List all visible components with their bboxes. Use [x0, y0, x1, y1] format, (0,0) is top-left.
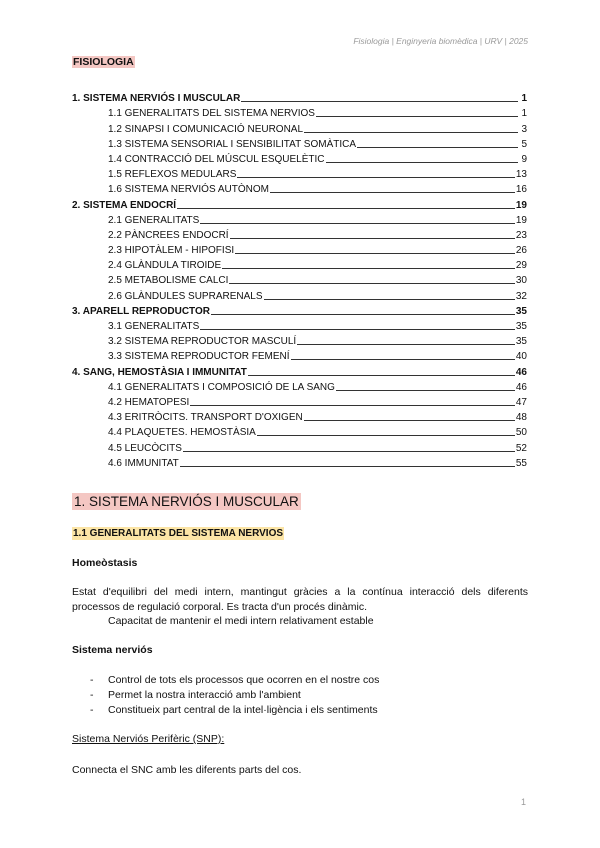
toc-leader-line [200, 222, 515, 224]
toc-entry-label: 4.6 IMMUNITAT [108, 457, 179, 469]
homeostasis-paragraph: Estat d'equilibri del medi intern, mantingut gràcies a la contínua interacció dels diferents processos de regulació corporal. Es tracta d'un procés dinàmic. [72, 586, 528, 613]
toc-entry[interactable] [72, 226, 527, 241]
toc-leader-line [241, 100, 518, 102]
toc-entry[interactable] [72, 211, 527, 226]
toc-entry[interactable] [72, 241, 527, 256]
toc-leader-line [326, 161, 518, 163]
toc-leader-line [336, 389, 515, 391]
toc-entry-page: 30 [515, 275, 527, 287]
toc-leader-line [304, 131, 518, 133]
toc-entry[interactable] [72, 393, 527, 408]
table-of-contents [72, 89, 527, 469]
toc-leader-line [237, 176, 515, 178]
toc-entry-label: 1.2 SINAPSI I COMUNICACIÓ NEURONAL [108, 123, 304, 135]
toc-entry-page: 3 [521, 123, 527, 135]
toc-entry-label: 1.6 SISTEMA NERVIÓS AUTÒNOM [108, 184, 269, 196]
toc-leader-line [248, 374, 515, 376]
toc-entry-label: 4.5 LEUCÒCITS [108, 442, 182, 454]
toc-entry-page: 52 [515, 442, 527, 454]
toc-entry[interactable] [72, 332, 527, 347]
toc-leader-line [183, 450, 515, 452]
toc-entry[interactable] [72, 362, 527, 377]
toc-entry[interactable] [72, 195, 527, 210]
toc-entry-page: 29 [515, 260, 527, 272]
toc-entry[interactable] [72, 180, 527, 195]
toc-entry-label: 1.4 CONTRACCIÓ DEL MÚSCUL ESQUELÈTIC [108, 153, 325, 165]
toc-leader-line [177, 207, 515, 209]
toc-entry-label: 1.1 GENERALITATS DEL SISTEMA NERVIOS [108, 108, 315, 120]
toc-entry-label: 2.4 GLÀNDULA TIROIDE [108, 260, 222, 272]
snp-paragraph: Connecta el SNC amb les diferents parts del cos. [72, 764, 302, 776]
toc-entry-label: 4.1 GENERALITATS I COMPOSICIÓ DE LA SANG [108, 381, 335, 393]
toc-entry-page: 16 [515, 184, 527, 196]
toc-entry-page: 46 [515, 366, 527, 378]
toc-entry-label: 3. APARELL REPRODUCTOR [72, 305, 210, 317]
toc-entry[interactable] [72, 408, 527, 423]
toc-entry-page: 55 [515, 457, 527, 469]
toc-entry-page: 47 [515, 396, 527, 408]
toc-entry-label: 2.2 PÀNCREES ENDOCRÍ [108, 229, 229, 241]
toc-leader-line [229, 282, 514, 284]
list-item: - Constitueix part central de la intel·ligència i els sentiments [90, 704, 378, 716]
toc-leader-line [291, 358, 515, 360]
toc-entry[interactable] [72, 256, 527, 271]
section-heading: 1. SISTEMA NERVIÓS I MUSCULAR [74, 494, 299, 509]
toc-entry-label: 1.3 SISTEMA SENSORIAL I SENSIBILITAT SOMÀTICA [108, 138, 357, 150]
toc-entry-label: 4.3 ERITRÒCITS. TRANSPORT D'OXIGEN [108, 412, 303, 424]
toc-entry-label: 3.1 GENERALITATS [108, 321, 200, 332]
toc-entry[interactable] [72, 119, 527, 134]
toc-leader-line [180, 465, 515, 467]
toc-entry-page: 23 [515, 229, 527, 241]
nervous-system-heading: Sistema nerviós [72, 644, 153, 656]
toc-entry-label: 2.5 METABOLISME CALCI [108, 275, 229, 287]
toc-entry[interactable] [72, 378, 527, 393]
toc-entry-page: 13 [515, 169, 527, 181]
toc-leader-line [200, 328, 515, 330]
toc-leader-line [211, 313, 515, 315]
toc-entry[interactable] [72, 89, 527, 104]
toc-leader-line [304, 419, 515, 421]
toc-leader-line [230, 237, 515, 239]
toc-entry[interactable] [72, 135, 527, 150]
subsection-heading: 1.1 GENERALITATS DEL SISTEMA NERVIOS [73, 528, 284, 539]
toc-entry-page: 19 [515, 199, 527, 211]
toc-entry-page: 19 [515, 214, 527, 226]
toc-entry[interactable] [72, 438, 527, 453]
toc-leader-line [222, 267, 515, 269]
toc-entry[interactable] [72, 104, 527, 119]
toc-entry-page: 9 [521, 153, 527, 165]
homeostasis-heading: Homeòstasis [72, 557, 138, 569]
toc-entry-label: 2. SISTEMA ENDOCRÍ [72, 199, 177, 211]
snp-heading: Sistema Nerviós Perifèric (SNP): [72, 733, 225, 745]
toc-leader-line [235, 252, 515, 254]
document-title: FISIOLOGIA [73, 56, 134, 68]
toc-leader-line [270, 191, 515, 193]
toc-entry[interactable] [72, 286, 527, 301]
toc-entry-label: 2.6 GLÀNDULES SUPRARENALS [108, 290, 263, 302]
toc-leader-line [297, 343, 515, 345]
toc-entry-label: 1.5 REFLEXOS MEDULARS [108, 169, 237, 181]
toc-entry-page: 35 [515, 305, 527, 317]
toc-leader-line [264, 298, 515, 300]
toc-entry-label: 4.4 PLAQUETES. HEMOSTÀSIA [108, 427, 256, 439]
toc-entry[interactable] [72, 165, 527, 180]
toc-entry-page: 1 [521, 108, 527, 120]
toc-entry-label: 2.3 HIPOTÀLEM - HIPOFISI [108, 245, 235, 257]
toc-entry-page: 50 [515, 427, 527, 439]
toc-leader-line [190, 404, 515, 406]
nervous-system-list [90, 673, 379, 718]
toc-entry[interactable] [72, 150, 527, 165]
running-header: Fisiologia | Enginyeria biomèdica | URV | 2025 [353, 36, 528, 46]
toc-leader-line [257, 434, 515, 436]
toc-entry-page: 40 [515, 351, 527, 363]
toc-entry-label: 1. SISTEMA NERVIÓS I MUSCULAR [72, 93, 241, 105]
toc-entry-label: 4.2 HEMATOPESI [108, 396, 190, 408]
page-number: 1 [520, 797, 526, 807]
toc-entry-label: 3.2 SISTEMA REPRODUCTOR MASCULÍ [108, 336, 297, 348]
homeostasis-note: Capacitat de mantenir el medi intern relativament estable [108, 615, 374, 627]
toc-entry[interactable] [72, 454, 527, 469]
toc-entry-label: 2.1 GENERALITATS [108, 214, 200, 226]
list-item: - Control de tots els processos que ocorren en el nostre cos [90, 674, 380, 686]
toc-entry[interactable] [72, 317, 527, 332]
toc-entry-page: 46 [515, 381, 527, 393]
toc-entry-page: 32 [515, 290, 527, 302]
toc-entry[interactable] [72, 271, 527, 286]
toc-entry[interactable] [72, 302, 527, 317]
toc-leader-line [357, 146, 518, 148]
toc-entry-page: 5 [521, 138, 527, 150]
toc-entry-page: 48 [515, 412, 527, 424]
toc-entry-label: 4. SANG, HEMOSTÀSIA I IMMUNITAT [72, 366, 247, 378]
toc-entry-page: 1 [521, 93, 527, 105]
toc-entry-label: 3.3 SISTEMA REPRODUCTOR FEMENÍ [108, 351, 290, 363]
toc-entry[interactable] [72, 347, 527, 362]
toc-entry[interactable] [72, 423, 527, 438]
toc-leader-line [316, 115, 518, 117]
toc-entry-page: 35 [515, 321, 527, 332]
list-item: - Permet la nostra interacció amb l'ambient [90, 689, 301, 701]
toc-entry-page: 35 [515, 336, 527, 348]
toc-entry-page: 26 [515, 245, 527, 257]
